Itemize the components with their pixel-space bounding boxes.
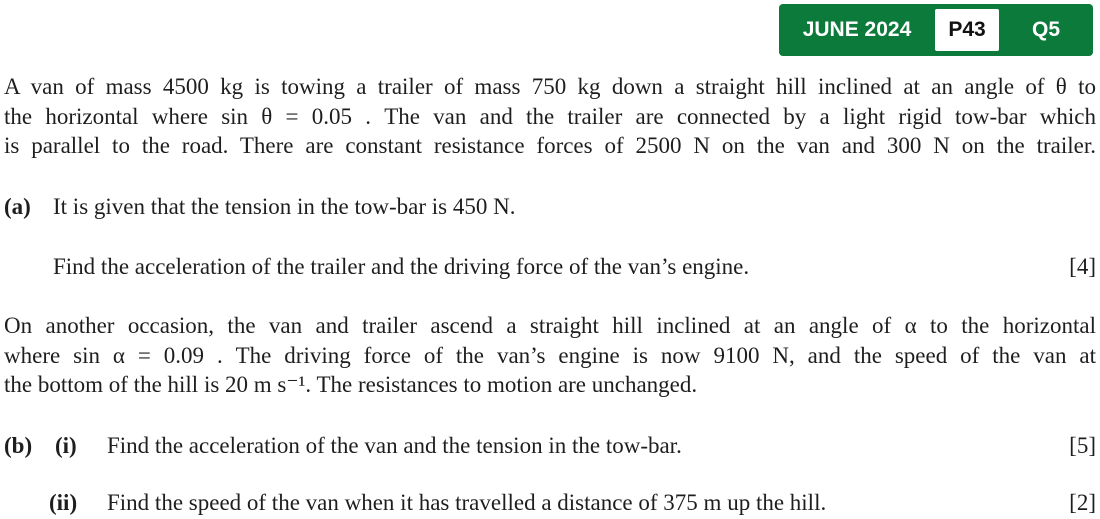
part-a-given: It is given that the tension in the tow-bar is 450 N. xyxy=(53,194,516,219)
part-b-ii-label: (ii) xyxy=(49,490,78,515)
session-label: JUNE 2024 xyxy=(802,18,912,41)
question-number: Q5 xyxy=(1031,18,1060,41)
part-b-ii-task: Find the speed of the van when it has travelled a distance of 375 m up the hill. xyxy=(107,490,827,515)
intro-line-3: is parallel to the road. There are constant resistance forces of 2500 N on the van and 300 N on the trailer. xyxy=(4,133,1096,158)
intro-line-1: A van of mass 4500 kg is towing a trailer of mass 750 kg down a straight hill inclined at an angle of θ to xyxy=(4,74,1096,99)
occasion-line-1: On another occasion, the van and trailer ascend a straight hill inclined at an angle of α to the horizontal xyxy=(4,313,1096,338)
question-badge xyxy=(779,4,1093,56)
part-b-i-label: (i) xyxy=(55,433,77,458)
part-b-label: (b) xyxy=(4,433,33,458)
intro-line-2: the horizontal where sin θ = 0.05 . The van and the trailer are connected by a light rigid tow-bar which xyxy=(4,104,1096,129)
part-b-i-task: Find the acceleration of the van and the tension in the tow-bar. xyxy=(107,433,682,458)
part-b-i-marks: [5] xyxy=(1069,433,1096,458)
part-b-ii-marks: [2] xyxy=(1069,490,1096,515)
paper-label: P43 xyxy=(935,9,999,51)
occasion-line-3: the bottom of the hill is 20 m s⁻¹. The resistances to motion are unchanged. xyxy=(4,372,698,397)
part-a-task: Find the acceleration of the trailer and the driving force of the van’s engine. xyxy=(53,254,750,279)
part-a-label: (a) xyxy=(4,194,31,219)
part-a-marks: [4] xyxy=(1069,254,1096,279)
occasion-line-2: where sin α = 0.09 . The driving force of the van’s engine is now 9100 N, and the speed of the van at xyxy=(4,343,1096,368)
